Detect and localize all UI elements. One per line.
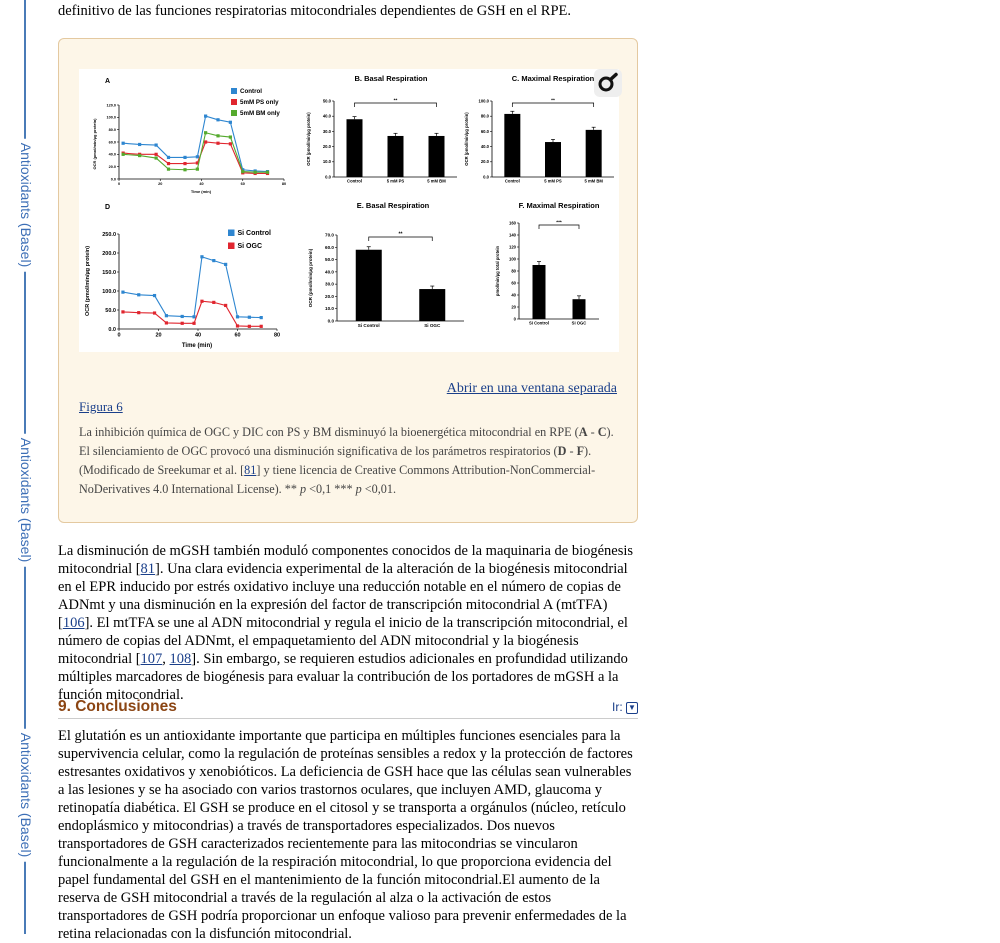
- data-point: [183, 162, 186, 165]
- tick-label: 80: [273, 332, 281, 339]
- panel-c: [464, 74, 614, 184]
- axis-label: OCR (pmol/min/µg protein): [308, 248, 313, 308]
- series-line: [123, 257, 261, 318]
- data-point: [153, 294, 156, 297]
- series-line: [123, 301, 261, 326]
- tick-label: 160: [509, 220, 516, 226]
- panel-a: [92, 78, 286, 194]
- tick-label: 0: [117, 181, 121, 186]
- legend-label: 5mM PS only: [240, 99, 279, 106]
- sidebar-journal-label[interactable]: [6, 110, 46, 300]
- reference-link[interactable]: 107: [140, 651, 163, 667]
- data-point: [260, 316, 263, 319]
- legend-swatch: [231, 88, 237, 94]
- significance-label: **: [398, 231, 403, 238]
- data-point: [122, 153, 125, 156]
- data-point: [216, 134, 219, 137]
- reference-link[interactable]: 106: [62, 615, 85, 631]
- paragraph-fragment: definitivo de las funciones respiratorias mitocondriales dependientes de GSH en el RPE.: [58, 3, 572, 19]
- tick-label: 40.0: [322, 113, 331, 119]
- data-point: [138, 143, 141, 146]
- panel-letter: D: [105, 204, 111, 211]
- data-point: [196, 168, 199, 171]
- bar: [429, 136, 445, 177]
- data-point: [181, 315, 184, 318]
- data-point: [192, 322, 195, 325]
- tick-label: 100.0: [478, 98, 489, 104]
- data-point: [181, 322, 184, 325]
- category-label: Si OGC: [424, 323, 441, 329]
- tick-label: 20.0: [480, 159, 489, 165]
- tick-label: 20.0: [325, 293, 334, 299]
- tick-label: 80.0: [108, 127, 116, 132]
- category-label: 5 mM PS: [386, 178, 405, 184]
- tick-label: 30.0: [322, 128, 331, 134]
- tick-label: 60.0: [108, 140, 116, 145]
- data-point: [212, 259, 215, 262]
- goto-menu[interactable]: Ir: ▼: [612, 700, 638, 714]
- section-heading: [58, 698, 638, 719]
- data-point: [155, 143, 158, 146]
- significance-bracket: [369, 237, 433, 241]
- open-in-new-window-link[interactable]: Abrir en una ventana separada: [446, 381, 617, 396]
- tick-label: 0.0: [483, 174, 489, 180]
- figure-box: [58, 38, 638, 523]
- data-point: [165, 314, 168, 317]
- data-point: [212, 301, 215, 304]
- tick-label: 40: [194, 332, 202, 339]
- data-point: [165, 321, 168, 324]
- panel-letter: A: [105, 78, 111, 85]
- panel-title: E. Basal Respiration: [356, 201, 430, 210]
- axis-label: OCR (pmol/min/µg protein): [464, 112, 469, 166]
- category-label: 5 mM BM: [584, 178, 603, 184]
- panel-title: B. Basal Respiration: [354, 74, 428, 83]
- axis-label: Time (min): [181, 343, 213, 349]
- tick-label: 70.0: [325, 232, 334, 238]
- legend-swatch: [231, 99, 237, 105]
- tick-label: 80.0: [480, 113, 489, 119]
- data-point: [248, 316, 251, 319]
- bar: [504, 114, 520, 177]
- data-point: [137, 311, 140, 314]
- bar: [356, 250, 382, 321]
- legend-label: Control: [240, 88, 262, 95]
- category-label: Control: [347, 178, 362, 184]
- category-label: 5 mM BM: [427, 178, 446, 184]
- tick-label: 0: [117, 332, 121, 339]
- tick-label: 20.0: [108, 164, 116, 169]
- tick-label: 80: [281, 181, 287, 186]
- tick-label: 40.0: [108, 152, 116, 157]
- sidebar-journal-link[interactable]: Antioxidants (Basel): [18, 729, 34, 862]
- tick-label: 40.0: [325, 269, 334, 275]
- data-point: [224, 263, 227, 266]
- data-point: [167, 156, 170, 159]
- tick-label: 10.0: [325, 306, 334, 312]
- data-point: [183, 168, 186, 171]
- significance-label: **: [551, 97, 555, 103]
- axis-label: OCR (pmol/min/µg protein): [92, 118, 97, 170]
- series-line: [123, 133, 267, 172]
- reference-link[interactable]: 81: [140, 561, 156, 577]
- tick-label: 120: [509, 244, 516, 250]
- reference-link[interactable]: 81: [244, 463, 257, 477]
- axis-label: Time (min): [190, 189, 212, 194]
- legend-label: Si Control: [237, 230, 271, 237]
- data-point: [183, 156, 186, 159]
- significance-bracket: [512, 103, 593, 107]
- tick-label: 200.0: [102, 250, 116, 257]
- legend-swatch: [228, 230, 235, 237]
- axis-label: OCR (pmol/min/µg protein): [85, 245, 91, 317]
- magnifier-icon: [597, 72, 619, 94]
- data-point: [138, 154, 141, 157]
- data-point: [236, 315, 239, 318]
- data-point: [224, 304, 227, 307]
- significance-bracket: [355, 103, 437, 107]
- data-point: [229, 142, 232, 145]
- data-point: [204, 140, 207, 143]
- data-point: [121, 310, 124, 313]
- data-point: [200, 300, 203, 303]
- tick-label: 140: [509, 232, 516, 238]
- data-point: [216, 118, 219, 121]
- tick-label: 0.0: [327, 318, 334, 324]
- data-point: [236, 324, 239, 327]
- tick-label: 50.0: [325, 257, 334, 263]
- tick-label: 100.0: [106, 115, 116, 120]
- bar: [419, 289, 445, 321]
- bar: [347, 119, 363, 177]
- data-point: [153, 311, 156, 314]
- bar: [388, 136, 404, 177]
- figure-caption: La inhibición química de OGC y DIC con PS y BM disminuyó la bioenergética mitocondrial en RPE (A - C). El silenciamiento de OGC provocó una disminución significativa de los parámetros respiratorios (D - F). (Modificado de Sreekumar et al. [81] y tiene licencia de Creative Commons Attribution-NonCommercial-NoDerivatives 4.0 International License). ** p <0,1 *** p <0,01.: [79, 425, 614, 496]
- tick-label: 20.0: [322, 144, 331, 149]
- tick-label: 40.0: [480, 144, 489, 149]
- zoom-button[interactable]: [594, 69, 622, 97]
- panel-title: F. Maximal Respiration: [518, 201, 600, 210]
- data-point: [266, 171, 269, 174]
- category-label: Si Control: [357, 323, 380, 329]
- tick-label: 0.0: [108, 326, 116, 333]
- tick-label: 250.0: [102, 231, 116, 238]
- axis-label: OCR (pmol/min/µg protein): [306, 112, 311, 166]
- panel-b: [306, 74, 457, 184]
- legend-swatch: [228, 243, 235, 250]
- tick-label: 50.0: [322, 98, 331, 104]
- panel-e: [308, 201, 464, 328]
- tick-label: 0.0: [325, 174, 331, 180]
- tick-label: 0.0: [110, 177, 116, 182]
- data-point: [192, 315, 195, 318]
- data-point: [196, 155, 199, 158]
- axis-label: pmol/min/µg total protein: [495, 245, 500, 297]
- data-point: [137, 293, 140, 296]
- data-point: [155, 156, 158, 159]
- body-paragraph: El glutatión es un antioxidante importante que participa en múltiples funciones esenciales para la supervivencia celular, como la regulación de proteínas sensibles a redox y la protección de factores estresantes oxidativos y xenobióticos. La deficiencia de GSH hace que las células sean vulnerables a las lesiones y se ha asociado con varios trastornos oculares, que incluyen AMD, glaucoma y retinopatía diabética. El GSH se produce en el citosol y se transporta a orgánulos (núcleo, retículo endoplásmico y mitocondrias) a través de transportadores especializados. Dos nuevos transportadores de GSH caracterizados recientemente para las mitocondrias se vincularon funcionalmente a la regulación de la respiración mitocondrial, lo que proporciona evidencia del papel fundamental del GSH en el mantenimiento de la función mitocondrial.El aumento de la reserva de GSH mitocondrial a través de la regulación al alza o la activación de estos transportadores de GSH podría proporcionar un enfoque valioso para prevenir enfermedades de la retina relacionadas con la disfunción mitocondrial.: [58, 728, 633, 942]
- tick-label: 100: [509, 256, 516, 262]
- data-point: [254, 171, 257, 174]
- category-label: 5 mM PS: [544, 178, 562, 184]
- reference-link[interactable]: 108: [169, 651, 192, 667]
- tick-label: 20: [155, 332, 162, 339]
- bar: [545, 142, 561, 177]
- data-point: [229, 121, 232, 124]
- panel-f: [495, 201, 600, 326]
- bar: [573, 299, 586, 319]
- data-point: [204, 115, 207, 118]
- legend-label: Si OGC: [237, 243, 263, 250]
- tick-label: 80: [511, 268, 516, 274]
- legend-label: 5mM BM only: [240, 110, 280, 117]
- data-point: [241, 170, 244, 173]
- tick-label: 40: [511, 292, 516, 298]
- data-point: [155, 153, 158, 156]
- tick-label: 120.0: [106, 103, 116, 108]
- panel-d: [85, 204, 280, 349]
- tick-label: 60: [234, 332, 241, 339]
- sidebar-journal-label[interactable]: [6, 405, 46, 595]
- tick-label: 60.0: [480, 128, 489, 134]
- significance-label: ***: [556, 219, 562, 225]
- panel-title: C. Maximal Respiration: [511, 74, 595, 83]
- data-point: [229, 135, 232, 138]
- data-point: [121, 291, 124, 294]
- data-point: [248, 325, 251, 328]
- significance-bracket: [539, 225, 579, 229]
- tick-label: 0: [513, 316, 516, 322]
- data-point: [167, 168, 170, 171]
- data-point: [200, 255, 203, 258]
- section-title: 9. Conclusiones: [58, 698, 177, 715]
- data-point: [260, 325, 263, 328]
- tick-label: 20: [158, 181, 163, 186]
- bar: [586, 130, 602, 177]
- sidebar-journal-link[interactable]: Antioxidants (Basel): [18, 139, 34, 272]
- category-label: Si Control: [528, 320, 550, 326]
- tick-label: 20: [511, 304, 516, 310]
- body-paragraph: La disminución de mGSH también moduló componentes conocidos de la maquinaria de biogénesis mitocondrial [81]. Una clara evidencia experimental de la alteración de la biogénesis mitocondrial en el EPR inducido por estrés oxidativo incluye una reducción notable en el número de copias de ADNmt y una disminución en la expresión del factor de transcripción mitocondrial A (mtTFA) [106]. El mtTFA se une al ADN mitocondrial y regula el inicio de la transcripción mitocondrial, el número de copias del ADNmt, el empaquetamiento del ADN mitocondrial y la biogénesis mitocondrial [107, 108]. Sin embargo, se requieren estudios adicionales en profundidad utilizando múltiples marcadores de biogénesis para evaluar la contribución de los portadores de mGSH a la función mitocondrial.: [58, 543, 634, 703]
- data-point: [204, 131, 207, 134]
- tick-label: 10.0: [322, 159, 331, 165]
- figure-label-link[interactable]: Figura 6: [79, 399, 123, 414]
- tick-label: 100.0: [102, 288, 116, 295]
- tick-label: 40: [199, 181, 204, 186]
- tick-label: 30.0: [325, 281, 334, 287]
- figure-image[interactable]: [79, 69, 619, 352]
- bar: [533, 265, 546, 319]
- data-point: [216, 142, 219, 145]
- tick-label: 60: [511, 280, 516, 286]
- sidebar-journal-link[interactable]: Antioxidants (Basel): [18, 434, 34, 567]
- chevron-down-icon[interactable]: ▼: [626, 702, 638, 714]
- tick-label: 50.0: [105, 307, 116, 314]
- tick-label: 60: [240, 181, 245, 186]
- data-point: [167, 162, 170, 165]
- category-label: Control: [504, 178, 520, 184]
- significance-label: **: [393, 97, 398, 103]
- sidebar-journal-label[interactable]: [6, 700, 46, 890]
- data-point: [122, 142, 125, 145]
- tick-label: 60.0: [325, 244, 334, 250]
- tick-label: 150.0: [102, 269, 116, 276]
- category-label: Si OGC: [571, 320, 587, 326]
- legend-swatch: [231, 110, 237, 116]
